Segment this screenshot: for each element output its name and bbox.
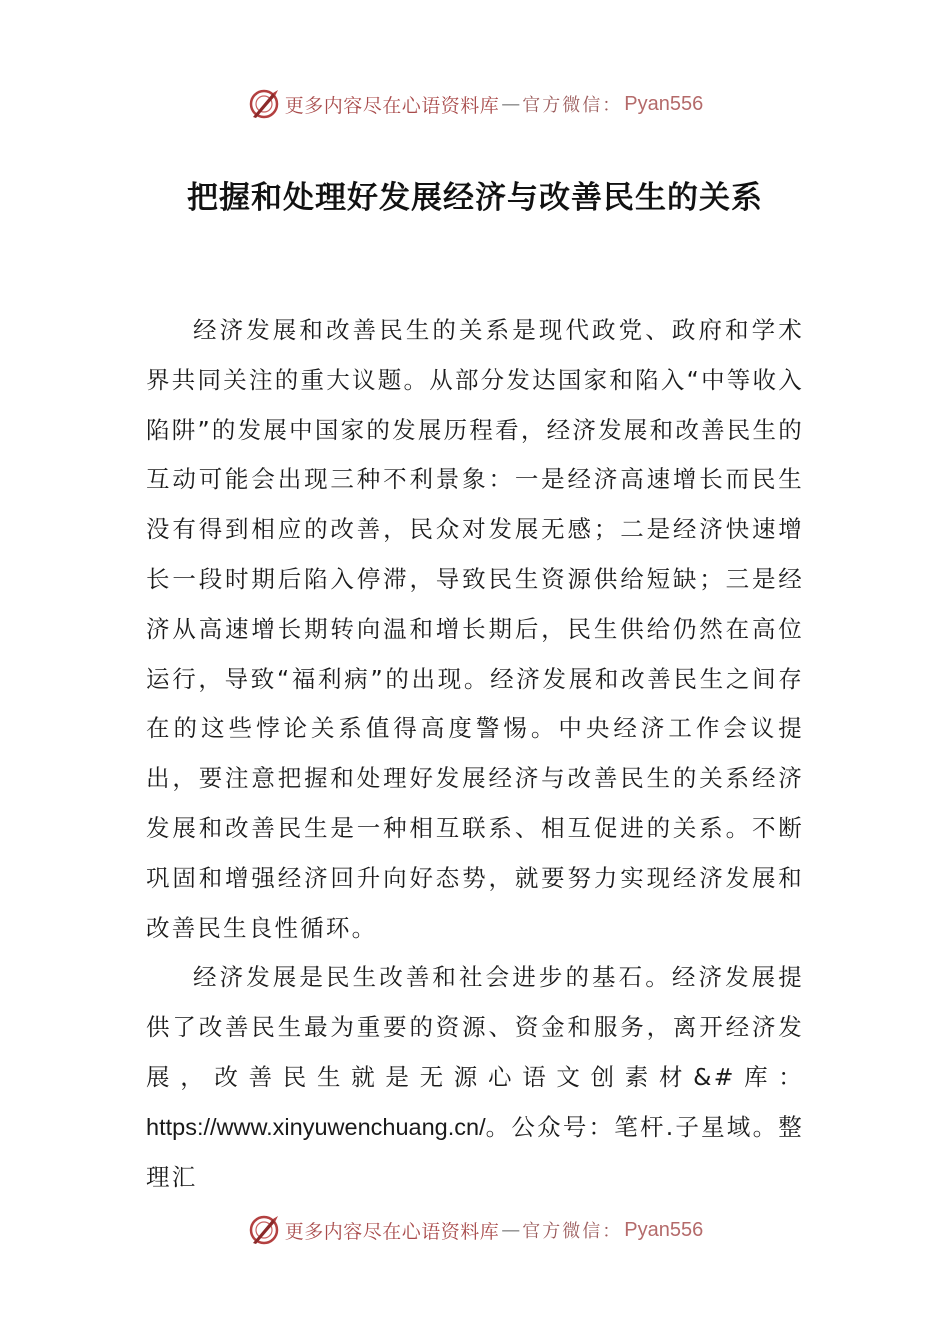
header-banner	[0, 84, 950, 124]
banner-dash: —	[501, 1219, 521, 1241]
banner-main-text: 更多内容尽在心语资料库	[284, 1220, 500, 1243]
banner-wechat-label: 官方微信：	[522, 1221, 623, 1242]
paragraph-2	[146, 953, 804, 1202]
footer-banner	[0, 1210, 950, 1250]
website-link[interactable]: https://www.xinyuwenchuang.cn/	[146, 1113, 486, 1140]
banner-main-text: 更多内容尽在心语资料库	[284, 94, 500, 117]
quill-logo-icon	[247, 87, 281, 121]
banner-wechat-id: Pyan556	[624, 1218, 704, 1241]
document-title: 把握和处理好发展经济与改善民生的关系	[187, 180, 763, 216]
paragraph-2-text-start: 经济发展是民生改善和社会进步的基石。经济发展提供了改善民生最为重要的资源、资金和服务，离开经济发展，改善民生就是无源心语文创素材&#库：	[146, 963, 804, 1091]
paragraph-2-text-end: 。公众号：笔杆.子星域。整理汇	[146, 1112, 804, 1191]
banner-dash: —	[501, 93, 521, 115]
paragraph-1: 经济发展和改善民生的关系是现代政党、政府和学术界共同关注的重大议题。从部分发达国家和陷入“中等收入陷阱”的发展中国家的发展历程看，经济发展和改善民生的互动可能会出现三种不利景象：一是经济高速增长而民生没有得到相应的改善，民众对发展无感；二是经济快速增长一段时期后陷入停滞，导致民生资源供给短缺；三是经济从高速增长期转向温和增长期后，民生供给仍然在高位运行，导致“福利病”的出现。经济发展和改善民生之间存在的这些悖论关系值得高度警惕。中央经济工作会议提出，要注意把握和处理好发展经济与改善民生的关系经济发展和改善民生是一种相互联系、相互促进的关系。不断巩固和增强经济回升向好态势，就要努力实现经济发展和改善民生良性循环。	[146, 316, 804, 942]
document-body	[146, 306, 804, 1202]
quill-logo-icon	[247, 1213, 281, 1247]
banner-wechat-label: 官方微信：	[522, 95, 623, 116]
banner-wechat-id: Pyan556	[624, 92, 704, 115]
